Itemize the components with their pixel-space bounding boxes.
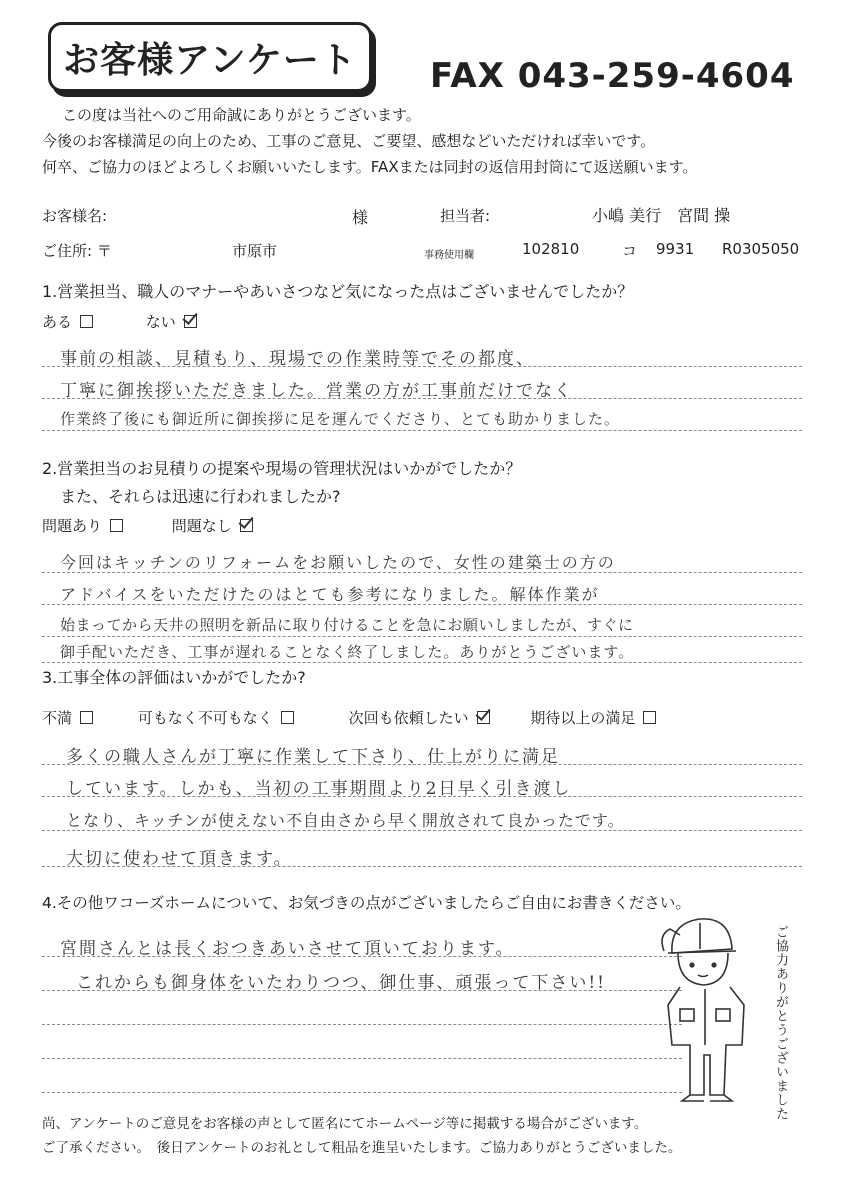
intro-line-2: 今後のお客様満足の向上のため、工事のご意見、ご要望、感想などいただければ幸いです。 <box>42 132 656 150</box>
q3-answer-line-3: となり、キッチンが使えない不自由さから早く開放されて良かったです。 <box>66 811 625 830</box>
office-use-label: 事務使用欄 <box>424 250 474 261</box>
q3-option-neutral[interactable]: 可もなく不可もなく <box>138 707 294 728</box>
q1-option-nai[interactable]: ない <box>146 311 197 332</box>
address-city: 市原市 <box>232 242 278 260</box>
q3-option-request-again[interactable]: 次回も依頼したい <box>349 707 490 728</box>
fax-number: FAX 043-259-4604 <box>430 56 795 96</box>
q3-answer-line-4: 大切に使わせて頂きます。 <box>66 849 293 869</box>
q1-answer-line-1: 事前の相談、見積もり、現場での作業時等でその都度、 <box>60 349 535 369</box>
q1-answer-line-2: 丁寧に御挨拶いただきました。営業の方が工事前だけでなく <box>60 381 573 401</box>
honorific: 様 <box>352 208 369 227</box>
checkbox-checked[interactable] <box>184 315 197 328</box>
footer-line-1: 尚、アンケートのご意見をお客様の声として匿名にてホームページ等に掲載する場合がございます。 <box>42 1116 648 1132</box>
office-code-1: 102810 <box>522 240 580 258</box>
customer-name-label: お客様名: <box>42 207 108 225</box>
q3-question: 3.工事全体の評価はいかがでしたか? <box>42 668 306 687</box>
checkbox[interactable] <box>643 711 656 724</box>
q3-options <box>42 707 656 728</box>
page-title: お客様アンケート <box>48 22 372 92</box>
checkbox[interactable] <box>110 519 123 532</box>
footer-line-2: ご了承ください。 後日アンケートのお礼として粗品を進呈いたします。ご協力ありがとうございました。 <box>42 1140 682 1156</box>
q3-answer-line-1: 多くの職人さんが丁寧に作業して下さり、仕上がりに満足 <box>66 747 560 767</box>
office-code-2: コ <box>622 242 638 260</box>
q2-question-2: また、それらは迅速に行われましたか? <box>60 487 341 506</box>
q2-option-no-problem[interactable]: 問題なし <box>172 515 253 536</box>
checkbox[interactable] <box>281 711 294 724</box>
checkbox-checked[interactable] <box>240 519 253 532</box>
worker-illustration <box>650 905 765 1105</box>
intro-line-1: この度は当社へのご用命誠にありがとうございます。 <box>62 106 421 124</box>
checkbox-checked[interactable] <box>477 711 490 724</box>
office-code-3: 9931 <box>656 240 695 258</box>
q2-question: 2.営業担当のお見積りの提案や現場の管理状況はいかがでしたか？ <box>42 459 522 478</box>
q3-option-exceeded[interactable]: 期待以上の満足 <box>530 707 656 728</box>
intro-line-3: 何卒、ご協力のほどよろしくお願いいたします。FAXまたは同封の返信用封筒にて返送願います。 <box>42 158 698 176</box>
q2-answer-line-1: 今回はキッチンのリフォームをお願いしたので、女性の建築士の方の <box>60 553 616 572</box>
q2-options <box>42 515 253 536</box>
q1-options <box>42 311 197 332</box>
address-label: ご住所: 〒 <box>42 242 112 260</box>
q2-option-problem[interactable]: 問題あり <box>42 515 123 536</box>
q1-answer-line-3: 作業終了後にも御近所に御挨拶に足を運んでくださり、とても助かりました。 <box>60 410 621 428</box>
q3-answer-line-2: しています。しかも、当初の工事期間より2日早く引き渡し <box>66 779 572 799</box>
checkbox[interactable] <box>80 711 93 724</box>
checkbox[interactable] <box>80 315 93 328</box>
q2-answer-line-4: 御手配いただき、工事が遅れることなく終了しました。ありがとうございます。 <box>60 643 635 661</box>
q4-question: 4.その他ワコーズホームについて、お気づきの点がございましたらご自由にお書きください。 <box>42 894 691 912</box>
side-thanks: ご協力ありがとうございました <box>773 925 788 1121</box>
staff-names: 小嶋 美行 宮間 操 <box>592 206 731 225</box>
q3-option-dissatisfied[interactable]: 不満 <box>42 707 93 728</box>
q1-question: 1.営業担当、職人のマナーやあいさつなど気になった点はございませんでしたか？ <box>42 282 634 301</box>
q4-answer-line-2: これからも御身体をいたわりつつ、御仕事、頑張って下さい!! <box>76 973 606 993</box>
office-code-4: R0305050 <box>722 240 800 258</box>
q2-answer-line-3: 始まってから天井の照明を新品に取り付けることを急にお願いしましたが、すぐに <box>60 616 634 634</box>
q1-option-aru[interactable]: ある <box>42 311 93 332</box>
q4-answer-line-1: 宮間さんとは長くおつきあいさせて頂いております。 <box>60 939 515 959</box>
staff-label: 担当者: <box>440 207 491 225</box>
q2-answer-line-2: アドバイスをいただけたのはとても参考になりました。解体作業が <box>60 585 600 604</box>
